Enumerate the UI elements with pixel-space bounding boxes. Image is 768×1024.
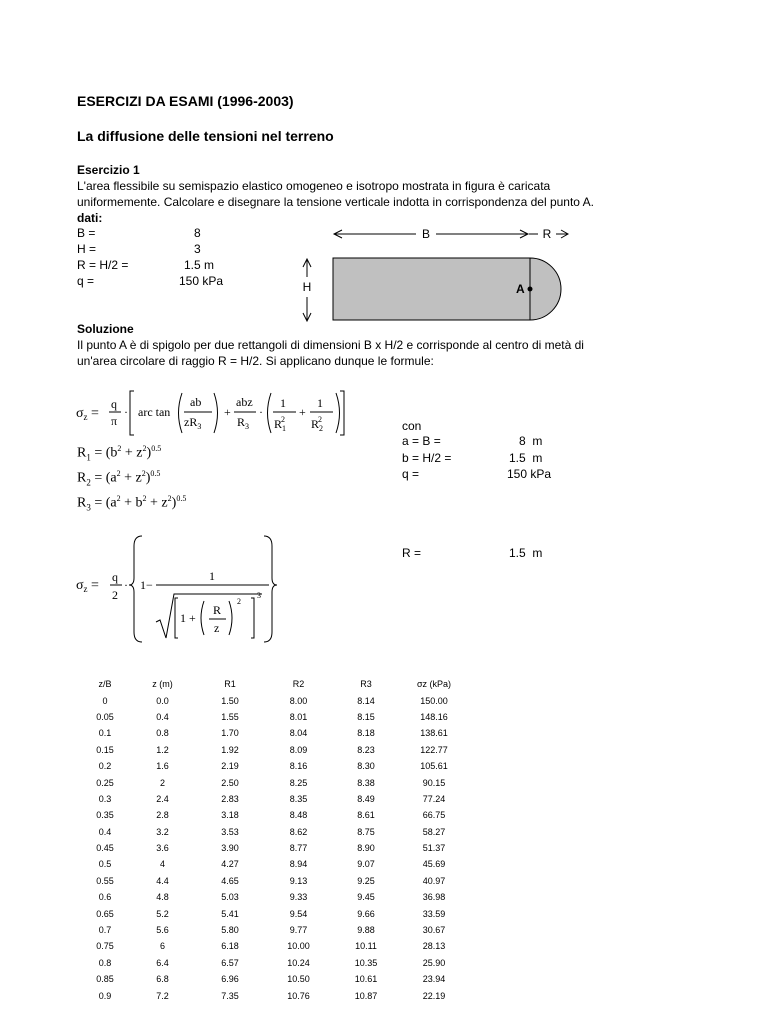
formula-text: 1 bbox=[317, 396, 323, 410]
exercise-text-line: L'area flessibile su semispazio elastico omogeneo e isotropo mostrata in figura è caricata bbox=[77, 179, 551, 193]
data-row-value: 150 kPa bbox=[179, 274, 224, 288]
table-cell: 8.16 bbox=[289, 761, 308, 772]
column-header: z (m) bbox=[152, 679, 173, 690]
table-cell: 9.88 bbox=[357, 925, 375, 936]
table-cell: 6 bbox=[159, 941, 165, 952]
exercise-text-line: uniformemente. Calcolare e disegnare la tensione verticale indotta in corrispondenza del punto A. bbox=[77, 195, 594, 209]
column-header: R2 bbox=[292, 679, 305, 690]
table-cell: 28.13 bbox=[422, 941, 446, 952]
table-row bbox=[80, 987, 468, 1003]
results-table bbox=[80, 676, 468, 1004]
table-cell: 1.6 bbox=[156, 761, 169, 772]
table-cell: 2.50 bbox=[221, 777, 239, 788]
data-row-label: B = bbox=[77, 226, 96, 240]
table-cell: 5.2 bbox=[156, 908, 169, 919]
table-cell: 3.53 bbox=[221, 826, 239, 837]
table-cell: 8.77 bbox=[289, 843, 308, 854]
table-row bbox=[80, 873, 468, 889]
table-cell: 10.76 bbox=[287, 990, 310, 1001]
table-cell: 1.2 bbox=[156, 744, 169, 755]
table-row bbox=[80, 791, 468, 807]
loaded-rectangle bbox=[333, 258, 530, 320]
table-cell: 148.16 bbox=[420, 711, 448, 722]
table-cell: 0.55 bbox=[96, 875, 114, 886]
formula-r2: $R_2 = (a^2 + z^2)^{0.5}$ bbox=[77, 469, 161, 488]
bracket-left bbox=[130, 391, 134, 435]
table-cell: 9.77 bbox=[289, 925, 308, 936]
table-cell: 0.3 bbox=[98, 793, 112, 804]
table-cell: 0.7 bbox=[98, 925, 112, 936]
table-cell: 33.59 bbox=[422, 908, 446, 919]
table-cell: 10.35 bbox=[354, 957, 378, 968]
table-cell: 10.11 bbox=[355, 941, 377, 952]
formula-text: $R_22$ bbox=[311, 415, 324, 433]
table-cell: 6.96 bbox=[221, 974, 239, 985]
table-cell: 0.9 bbox=[98, 990, 112, 1001]
paren-left bbox=[179, 393, 183, 433]
table-cell: 5.80 bbox=[221, 925, 239, 936]
table-cell: 0.4 bbox=[156, 711, 169, 722]
paren-right bbox=[336, 393, 340, 433]
column-header: R3 bbox=[360, 679, 372, 690]
column-header: z/B bbox=[98, 679, 112, 690]
table-row bbox=[80, 742, 468, 758]
table-cell: 4.4 bbox=[156, 875, 169, 886]
table-body bbox=[80, 692, 468, 1003]
table-cell: 10.00 bbox=[287, 941, 310, 952]
table-cell: 5.41 bbox=[221, 908, 239, 919]
table-cell: 8.25 bbox=[289, 777, 308, 788]
param-label: b = H/2 = bbox=[402, 451, 452, 465]
formula-sigma-rect bbox=[74, 383, 364, 443]
formula-text: 3 bbox=[257, 591, 261, 600]
solution-heading: Soluzione bbox=[77, 322, 134, 336]
formula-text: · bbox=[259, 405, 263, 419]
formula-text: R bbox=[213, 603, 222, 617]
table-cell: 5.03 bbox=[221, 892, 239, 903]
table-cell: 0.5 bbox=[98, 859, 112, 870]
formula-text: ab bbox=[190, 395, 202, 409]
table-cell: 1.92 bbox=[221, 744, 239, 755]
table-row bbox=[80, 905, 468, 921]
formula-text: $R_3$ bbox=[237, 415, 250, 431]
table-cell: 66.75 bbox=[422, 810, 446, 821]
table-cell: 25.90 bbox=[422, 957, 446, 968]
table-cell: 90.15 bbox=[422, 777, 446, 788]
formula-text: 1 + bbox=[180, 611, 196, 625]
table-cell: 8.15 bbox=[357, 711, 375, 722]
data-row bbox=[77, 258, 128, 272]
table-cell: 36.98 bbox=[422, 892, 446, 903]
table-row bbox=[80, 840, 468, 856]
table-cell: 0.45 bbox=[96, 843, 114, 854]
data-row bbox=[77, 226, 95, 240]
param-value: 150 kPa bbox=[507, 467, 552, 481]
table-cell: 122.77 bbox=[420, 744, 448, 755]
table-cell: 2.8 bbox=[156, 810, 169, 821]
table-cell: 8.01 bbox=[289, 711, 308, 722]
table-cell: 150.00 bbox=[420, 695, 448, 706]
data-row-value: 8 bbox=[194, 226, 201, 240]
formula-text: q bbox=[112, 570, 118, 584]
table-cell: 0.05 bbox=[96, 711, 114, 722]
table-cell: 6.4 bbox=[156, 957, 169, 968]
document-title: ESERCIZI DA ESAMI (1996-2003) bbox=[77, 93, 294, 109]
paren-right bbox=[214, 393, 218, 433]
table-cell: 45.69 bbox=[422, 859, 446, 870]
formula-text: $\sigma_z$ = bbox=[76, 406, 99, 422]
table-cell: 10.50 bbox=[287, 974, 310, 985]
table-row bbox=[80, 807, 468, 823]
table-cell: 6.57 bbox=[221, 957, 239, 968]
table-cell: 1.70 bbox=[221, 728, 239, 739]
data-row-label: H = bbox=[77, 242, 97, 256]
param-label: R = bbox=[402, 546, 422, 560]
label-r: R bbox=[542, 227, 552, 241]
table-cell: 0 bbox=[102, 695, 108, 706]
paren-right bbox=[229, 601, 232, 635]
table-cell: 0.35 bbox=[96, 810, 114, 821]
param-value: 1.5 m bbox=[509, 546, 543, 560]
table-row bbox=[80, 725, 468, 741]
table-cell: 0.1 bbox=[98, 728, 112, 739]
solution-text-line: Il punto A è di spigolo per due rettangoli di dimensioni B x H/2 e corrisponde al centro di metà di bbox=[77, 338, 584, 352]
column-header: σz (kPa) bbox=[416, 679, 452, 690]
table-cell: 0.75 bbox=[96, 941, 114, 952]
table-cell: 8.09 bbox=[289, 744, 308, 755]
table-cell: 1.55 bbox=[221, 711, 239, 722]
table-cell: 4.27 bbox=[221, 859, 239, 870]
brace-right bbox=[264, 536, 277, 642]
data-row bbox=[77, 274, 94, 288]
table-cell: 9.25 bbox=[357, 875, 375, 886]
param-label: q = bbox=[402, 467, 420, 481]
table-cell: 138.61 bbox=[420, 728, 448, 739]
formula-text: · bbox=[124, 578, 128, 592]
table-cell: 0.4 bbox=[98, 826, 112, 837]
table-cell: 8.30 bbox=[357, 761, 375, 772]
formula-text: 1− bbox=[140, 578, 153, 592]
table-cell: 8.00 bbox=[289, 695, 308, 706]
table-cell: 8.18 bbox=[357, 728, 375, 739]
formula-text: z bbox=[214, 621, 220, 635]
table-cell: 4.8 bbox=[156, 892, 169, 903]
exercise-heading: Esercizio 1 bbox=[77, 163, 140, 177]
table-row bbox=[80, 692, 468, 708]
table-cell: 6.18 bbox=[221, 941, 239, 952]
table-cell: 77.24 bbox=[422, 793, 446, 804]
data-row-value: 1.5 m bbox=[184, 258, 215, 272]
table-cell: 0.6 bbox=[98, 892, 112, 903]
formula-text: + bbox=[299, 405, 306, 419]
formula-text: + bbox=[224, 405, 231, 419]
table-cell: 3.2 bbox=[156, 826, 169, 837]
table-cell: 2.83 bbox=[221, 793, 239, 804]
label-b: B bbox=[421, 227, 431, 241]
table-cell: 0.85 bbox=[96, 974, 114, 985]
formula-text: π bbox=[111, 414, 118, 428]
table-cell: 8.94 bbox=[289, 859, 308, 870]
formula-text: 1 bbox=[280, 396, 286, 410]
table-cell: 22.19 bbox=[422, 990, 446, 1001]
table-cell: 0.8 bbox=[98, 957, 112, 968]
formula-text: 2 bbox=[237, 597, 241, 606]
formula-text: 2 bbox=[112, 588, 118, 602]
formula-text: arc tan bbox=[138, 405, 171, 419]
table-cell: 3.6 bbox=[156, 843, 169, 854]
table-cell: 7.35 bbox=[221, 990, 239, 1001]
table-cell: 30.67 bbox=[422, 925, 446, 936]
column-header: R1 bbox=[224, 679, 236, 690]
table-cell: 1.50 bbox=[221, 695, 239, 706]
data-label: dati: bbox=[77, 211, 103, 225]
formula-text: q bbox=[111, 397, 117, 411]
table-cell: 8.35 bbox=[289, 793, 308, 804]
data-row-value: 3 bbox=[194, 242, 201, 256]
table-cell: 10.87 bbox=[354, 990, 378, 1001]
table-row bbox=[80, 889, 468, 905]
table-cell: 10.61 bbox=[354, 974, 378, 985]
table-cell: 8.38 bbox=[357, 777, 375, 788]
table-cell: 8.49 bbox=[357, 793, 375, 804]
table-cell: 3.90 bbox=[221, 843, 239, 854]
table-cell: 8.04 bbox=[289, 728, 308, 739]
sqrt-sign bbox=[156, 594, 262, 638]
table-cell: 0.0 bbox=[156, 695, 169, 706]
table-cell: 9.07 bbox=[357, 859, 375, 870]
table-cell: 51.37 bbox=[422, 843, 446, 854]
section-title: La diffusione delle tensioni nel terreno bbox=[77, 128, 334, 144]
table-cell: 8.14 bbox=[357, 695, 375, 706]
table-row bbox=[80, 971, 468, 987]
table-cell: 23.94 bbox=[422, 974, 446, 985]
label-a: A bbox=[516, 282, 525, 296]
table-cell: 0.25 bbox=[96, 777, 114, 788]
bracket-left bbox=[175, 598, 178, 638]
load-area-figure bbox=[290, 222, 590, 332]
data-row bbox=[77, 242, 96, 256]
table-cell: 0.15 bbox=[96, 744, 114, 755]
table-row bbox=[80, 922, 468, 938]
data-row-label: q = bbox=[77, 274, 95, 288]
table-cell: 0.8 bbox=[156, 728, 169, 739]
param-label: a = B = bbox=[402, 434, 441, 448]
bracket-right bbox=[340, 391, 344, 435]
formula-text: · bbox=[124, 405, 128, 419]
formula-text: $R_12$ bbox=[274, 415, 287, 433]
table-cell: 8.62 bbox=[289, 826, 308, 837]
solution-text-line: un'area circolare di raggio R = H/2. Si applicano dunque le formule: bbox=[77, 354, 434, 368]
table-cell: 40.97 bbox=[422, 875, 446, 886]
table-cell: 0.65 bbox=[96, 908, 114, 919]
point-a-marker bbox=[528, 287, 533, 292]
formula-sigma-circle bbox=[74, 532, 294, 647]
formula-text: $\sigma_z$ = bbox=[76, 578, 99, 594]
table-cell: 2.19 bbox=[221, 761, 239, 772]
table-cell: 10.24 bbox=[287, 957, 310, 968]
table-cell: 5.6 bbox=[156, 925, 169, 936]
label-h: H bbox=[302, 280, 312, 294]
table-cell: 3.18 bbox=[221, 810, 239, 821]
table-cell: 2.4 bbox=[156, 793, 169, 804]
table-row bbox=[80, 709, 468, 725]
formula-text: $zR_3$ bbox=[184, 415, 202, 431]
param-value: 1.5 m bbox=[509, 451, 543, 465]
table-cell: 9.13 bbox=[289, 875, 308, 886]
table-cell: 8.23 bbox=[357, 744, 375, 755]
table-row bbox=[80, 758, 468, 774]
table-cell: 58.27 bbox=[422, 826, 446, 837]
table-cell: 6.8 bbox=[156, 974, 169, 985]
formula-text: abz bbox=[236, 395, 253, 409]
table-cell: 8.48 bbox=[289, 810, 308, 821]
formula-text: 1 bbox=[209, 569, 215, 583]
table-row bbox=[80, 774, 468, 790]
paren-left bbox=[268, 393, 272, 433]
table-row bbox=[80, 938, 468, 954]
paren-left bbox=[201, 601, 204, 635]
table-row bbox=[80, 824, 468, 840]
table-row bbox=[80, 856, 468, 872]
formula-r1: $R_1 = (b^2 + z^2)^{0.5}$ bbox=[77, 444, 162, 463]
bracket-right bbox=[251, 598, 254, 638]
table-cell: 9.33 bbox=[289, 892, 308, 903]
table-cell: 9.66 bbox=[357, 908, 375, 919]
table-cell: 8.75 bbox=[357, 826, 375, 837]
table-cell: 8.90 bbox=[357, 843, 375, 854]
table-cell: 2 bbox=[159, 777, 165, 788]
table-cell: 4 bbox=[159, 859, 165, 870]
table-cell: 0.2 bbox=[98, 761, 112, 772]
table-cell: 4.65 bbox=[221, 875, 239, 886]
table-row bbox=[80, 955, 468, 971]
table-cell: 8.61 bbox=[357, 810, 375, 821]
table-cell: 7.2 bbox=[156, 990, 169, 1001]
data-row-label: R = H/2 = bbox=[77, 258, 129, 272]
table-header-row bbox=[80, 676, 468, 692]
con-label: con bbox=[402, 419, 422, 433]
table-cell: 9.45 bbox=[357, 892, 375, 903]
param-value: 8 m bbox=[519, 434, 543, 448]
table-cell: 105.61 bbox=[420, 761, 448, 772]
formula-r3: $R_3 = (a^2 + b^2 + z^2)^{0.5}$ bbox=[77, 494, 187, 513]
loaded-half-circle bbox=[530, 258, 561, 320]
table-cell: 9.54 bbox=[289, 908, 308, 919]
